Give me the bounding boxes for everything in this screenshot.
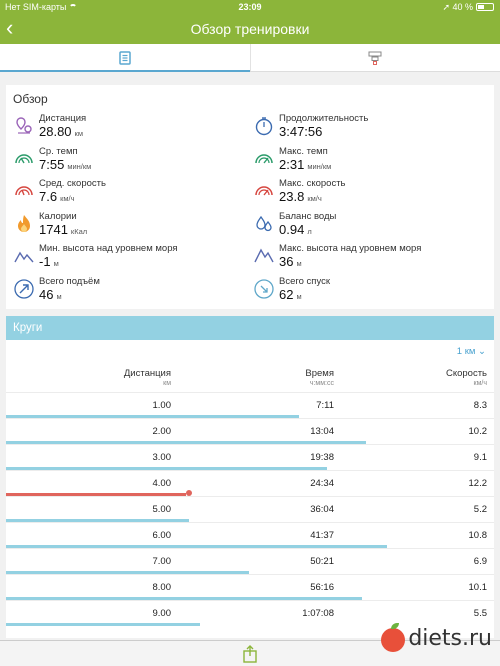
speed-bar bbox=[6, 623, 200, 626]
table-row bbox=[6, 600, 494, 626]
col-time-header: Время bbox=[305, 368, 334, 379]
metric-label: Баланс воды bbox=[279, 211, 337, 222]
metric-descent bbox=[253, 276, 493, 306]
carrier-label: Нет SIM-карты bbox=[5, 2, 77, 12]
metric-label: Мин. высота над уровнем моря bbox=[39, 243, 178, 254]
splits-icon bbox=[368, 51, 382, 65]
metric-value: 28.80 км bbox=[39, 124, 83, 139]
cell-speed: 8.3 bbox=[473, 400, 487, 411]
table-row bbox=[6, 392, 494, 418]
page-title: Обзор тренировки bbox=[190, 21, 310, 37]
metric-label: Макс. высота над уровнем моря bbox=[279, 243, 422, 254]
min-altitude-icon bbox=[13, 245, 35, 267]
metric-value: 2:31 мин/км bbox=[279, 157, 332, 172]
laps-section bbox=[6, 316, 494, 638]
metric-min-altitude bbox=[13, 243, 253, 273]
metric-value: 0.94 л bbox=[279, 222, 312, 237]
laps-header bbox=[6, 316, 494, 340]
cell-speed: 5.2 bbox=[473, 504, 487, 515]
metric-value: 1741 кКал bbox=[39, 222, 88, 237]
table-row bbox=[6, 548, 494, 574]
overview-title: Обзор bbox=[13, 92, 48, 106]
tab-splits[interactable] bbox=[250, 44, 500, 71]
status-bar bbox=[0, 0, 500, 14]
distance-icon bbox=[13, 115, 35, 137]
battery-status: ➚ 40 % bbox=[442, 2, 494, 13]
col-speed-header: Скорость bbox=[445, 368, 487, 379]
cell-speed: 12.2 bbox=[468, 478, 487, 489]
metric-label: Калории bbox=[39, 211, 77, 222]
metric-label: Дистанция bbox=[39, 113, 87, 124]
cell-time: 56:16 bbox=[310, 582, 334, 593]
watermark: diets.ru bbox=[408, 626, 492, 651]
cell-time: 36:04 bbox=[310, 504, 334, 515]
metric-value: 36 м bbox=[279, 254, 302, 269]
table-row bbox=[6, 522, 494, 548]
metric-avg-speed bbox=[13, 178, 253, 208]
chevron-left-icon[interactable]: ‹ bbox=[6, 15, 14, 40]
cell-time: 1:07:08 bbox=[302, 608, 334, 619]
cell-speed: 6.9 bbox=[473, 556, 487, 567]
metric-label: Ср. темп bbox=[39, 146, 78, 157]
metric-label: Всего подъём bbox=[39, 276, 100, 287]
water-drops-icon bbox=[253, 213, 275, 235]
metric-calories bbox=[13, 211, 253, 241]
cell-distance: 9.00 bbox=[152, 608, 171, 619]
metric-value: 62 м bbox=[279, 287, 302, 302]
metric-label: Продолжительность bbox=[279, 113, 369, 124]
metric-value: 23.8 км/ч bbox=[279, 189, 322, 204]
metric-avg-pace bbox=[13, 146, 253, 176]
speed-gauge-icon bbox=[13, 180, 35, 202]
metric-value: 46 м bbox=[39, 287, 62, 302]
view-tabs bbox=[0, 44, 500, 72]
pace-gauge-icon bbox=[13, 148, 35, 170]
cell-speed: 5.5 bbox=[473, 608, 487, 619]
descent-icon bbox=[253, 278, 275, 300]
tab-overview[interactable] bbox=[0, 44, 250, 71]
cell-time: 13:04 bbox=[310, 426, 334, 437]
overview-card bbox=[6, 85, 494, 309]
col-time-unit: ч:мм:сс bbox=[309, 380, 334, 387]
cell-speed: 10.2 bbox=[468, 426, 487, 437]
table-row bbox=[6, 418, 494, 444]
metric-label: Сред. скорость bbox=[39, 178, 106, 189]
stopwatch-icon bbox=[253, 115, 275, 137]
nav-bar bbox=[0, 14, 500, 44]
lap-unit-select[interactable]: 1 км ⌄ bbox=[456, 346, 486, 357]
cell-distance: 1.00 bbox=[152, 400, 171, 411]
cell-speed: 9.1 bbox=[473, 452, 487, 463]
cell-speed: 10.8 bbox=[468, 530, 487, 541]
metric-duration bbox=[253, 113, 493, 143]
metric-distance bbox=[13, 113, 253, 143]
metric-value: 7:55 мин/км bbox=[39, 157, 92, 172]
watermark-logo bbox=[381, 628, 405, 652]
cell-distance: 6.00 bbox=[152, 530, 171, 541]
table-row bbox=[6, 470, 494, 496]
metric-max-pace bbox=[253, 146, 493, 176]
table-row bbox=[6, 574, 494, 600]
ascent-icon bbox=[13, 278, 35, 300]
cell-time: 41:37 bbox=[310, 530, 334, 541]
metric-value: -1 м bbox=[39, 254, 59, 269]
col-speed-unit: км/ч bbox=[473, 380, 487, 387]
table-row bbox=[6, 496, 494, 522]
chevron-down-icon: ⌄ bbox=[478, 346, 486, 357]
laps-title: Круги bbox=[13, 322, 43, 334]
col-distance-unit: км bbox=[163, 380, 171, 387]
cell-distance: 7.00 bbox=[152, 556, 171, 567]
list-icon bbox=[118, 51, 132, 65]
max-pace-gauge-icon bbox=[253, 148, 275, 170]
battery-icon bbox=[476, 3, 494, 11]
cell-distance: 5.00 bbox=[152, 504, 171, 515]
clock: 23:09 bbox=[238, 2, 262, 12]
metric-max-speed bbox=[253, 178, 493, 208]
cell-speed: 10.1 bbox=[468, 582, 487, 593]
cell-distance: 4.00 bbox=[152, 478, 171, 489]
flame-icon bbox=[13, 213, 35, 235]
max-altitude-icon bbox=[253, 245, 275, 267]
metric-label: Всего спуск bbox=[279, 276, 330, 287]
metric-ascent bbox=[13, 276, 253, 306]
max-speed-gauge-icon bbox=[253, 180, 275, 202]
metric-max-altitude bbox=[253, 243, 493, 273]
cell-time: 7:11 bbox=[316, 400, 334, 411]
metric-value: 7.6 км/ч bbox=[39, 189, 75, 204]
metric-water-balance bbox=[253, 211, 493, 241]
metric-value: 3:47:56 bbox=[279, 124, 323, 139]
metric-label: Макс. скорость bbox=[279, 178, 346, 189]
cell-distance: 2.00 bbox=[152, 426, 171, 437]
table-row bbox=[6, 444, 494, 470]
share-icon[interactable] bbox=[243, 645, 257, 663]
cell-distance: 3.00 bbox=[152, 452, 171, 463]
cell-distance: 8.00 bbox=[152, 582, 171, 593]
cell-time: 19:38 bbox=[310, 452, 334, 463]
metric-label: Макс. темп bbox=[279, 146, 328, 157]
cell-time: 24:34 bbox=[310, 478, 334, 489]
cell-time: 50:21 bbox=[310, 556, 334, 567]
col-distance-header: Дистанция bbox=[123, 368, 171, 379]
